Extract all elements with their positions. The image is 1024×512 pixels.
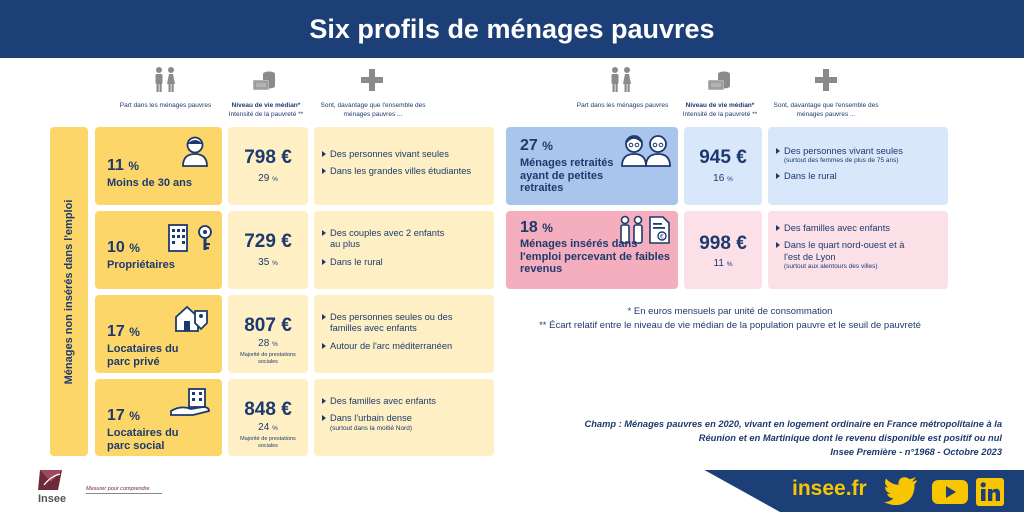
profile-percent-value: 17 bbox=[107, 407, 125, 424]
percent-unit: % bbox=[128, 159, 140, 173]
profile-percent bbox=[107, 157, 139, 175]
people-icon bbox=[596, 66, 646, 94]
intensity bbox=[228, 257, 308, 268]
intensity-unit: % bbox=[272, 260, 278, 267]
column-header-davantage: Sont, davantage que l'ensemble des ménages pauvres ... bbox=[320, 102, 426, 118]
characteristic-text: Des couples avec 2 enfants au plus bbox=[330, 228, 445, 250]
column-header-niveau bbox=[676, 102, 764, 120]
median-income: 729 € bbox=[244, 231, 292, 252]
characteristic-item bbox=[776, 223, 940, 234]
median-income: 807 € bbox=[244, 315, 292, 336]
income-card bbox=[684, 211, 762, 289]
page-title: Six profils de ménages pauvres bbox=[309, 13, 715, 44]
side-label: Ménages non insérés dans l'emploi bbox=[63, 199, 75, 384]
money-icon bbox=[695, 68, 745, 94]
characteristic-text: Des personnes seules ou des familles avec enfants bbox=[330, 312, 453, 334]
profile-percent bbox=[107, 407, 140, 425]
scope-note bbox=[500, 418, 1002, 460]
percent-unit: % bbox=[542, 221, 553, 235]
page-title-bar bbox=[0, 0, 1024, 58]
median-income: 848 € bbox=[244, 399, 292, 420]
median-income: 798 € bbox=[244, 147, 292, 168]
intensity-value: 35 bbox=[258, 257, 270, 268]
characteristic-text: Autour de l'arc méditerranéen bbox=[330, 340, 453, 351]
profile-card bbox=[95, 379, 222, 456]
characteristic-text: Dans l'urbain dense bbox=[330, 413, 412, 424]
insee-slogan: Mesurer pour comprendre bbox=[86, 486, 162, 494]
characteristics-card bbox=[314, 127, 494, 205]
profile-percent-value: 10 bbox=[107, 239, 125, 256]
young-person-icon bbox=[181, 135, 209, 167]
characteristics-card bbox=[768, 211, 948, 289]
percent-unit: % bbox=[542, 139, 553, 153]
profile-percent bbox=[520, 219, 553, 237]
income-card bbox=[228, 127, 308, 205]
intensity bbox=[684, 258, 762, 269]
profile-percent-value: 18 bbox=[520, 219, 538, 236]
column-header-niveau-label: Niveau de vie médian* bbox=[231, 102, 301, 109]
characteristic-text: Des familles avec enfants bbox=[784, 223, 890, 233]
intensity-unit: % bbox=[272, 341, 278, 348]
characteristics-card bbox=[314, 211, 494, 289]
footnotes bbox=[500, 305, 960, 334]
plus-icon bbox=[352, 68, 392, 92]
characteristic-text: Des personnes vivant seules bbox=[330, 149, 449, 159]
intensity-value: 11 bbox=[713, 258, 724, 269]
income-card bbox=[228, 379, 308, 456]
profile-label: Locataires du parc privé bbox=[107, 343, 179, 368]
intensity bbox=[684, 173, 762, 184]
column-header-davantage: Sont, davantage que l'ensemble des ménages pauvres ... bbox=[773, 102, 879, 118]
characteristic-text: Des familles avec enfants bbox=[330, 396, 436, 406]
intensity bbox=[228, 338, 308, 349]
characteristic-text: Dans les grandes villes étudiantes bbox=[330, 166, 472, 177]
profile-percent-value: 11 bbox=[107, 157, 124, 174]
characteristic-item bbox=[322, 312, 472, 335]
median-income: 945 € bbox=[699, 147, 747, 168]
profile-percent-value: 27 bbox=[520, 137, 538, 154]
twitter-icon[interactable] bbox=[884, 477, 918, 510]
median-income: 998 € bbox=[699, 233, 747, 254]
column-header-niveau-sub: Intensité de la pauvreté ** bbox=[682, 110, 758, 118]
intensity bbox=[228, 422, 308, 433]
characteristic-text: Des personnes vivant seules bbox=[784, 146, 903, 156]
column-header-part: Part dans les ménages pauvres bbox=[576, 102, 669, 109]
characteristic-item bbox=[322, 396, 486, 407]
source-line: Insee Première - n°1968 - Octobre 2023 bbox=[830, 446, 1002, 457]
intensity-unit: % bbox=[272, 425, 278, 432]
characteristic-text: Dans le rural bbox=[784, 171, 837, 182]
characteristics-card bbox=[314, 295, 494, 373]
profile-percent bbox=[520, 137, 553, 155]
income-card bbox=[228, 211, 308, 289]
column-header-niveau-sub: Intensité de la pauvreté ** bbox=[228, 110, 304, 118]
website-link[interactable]: insee.fr bbox=[792, 477, 867, 500]
intensity bbox=[228, 173, 308, 184]
profile-card bbox=[95, 127, 222, 205]
intensity-value: 29 bbox=[258, 173, 270, 184]
building-key-icon bbox=[167, 221, 215, 253]
percent-unit: % bbox=[129, 409, 140, 423]
characteristics-card bbox=[314, 379, 494, 456]
youtube-icon[interactable] bbox=[932, 480, 968, 504]
profile-label: Ménages insérés dans l'emploi percevant de faibles revenus bbox=[520, 238, 670, 276]
column-header-niveau bbox=[222, 102, 310, 120]
income-card bbox=[228, 295, 308, 373]
characteristics-card bbox=[768, 127, 948, 205]
characteristic-item bbox=[322, 257, 486, 268]
profile-label: Propriétaires bbox=[107, 259, 175, 271]
profile-percent bbox=[107, 239, 140, 257]
profile-card bbox=[95, 211, 222, 289]
profile-card bbox=[95, 295, 222, 373]
characteristic-subtext: (surtout des femmes de plus de 75 ans) bbox=[784, 157, 899, 165]
characteristic-item bbox=[322, 228, 452, 251]
scope-line-1: Champ : Ménages pauvres en 2020, vivant en logement ordinaire en France métropolitaine à la bbox=[584, 419, 1002, 429]
intensity-value: 28 bbox=[258, 338, 270, 349]
side-label-box bbox=[50, 127, 88, 456]
insee-logo-text: Insee bbox=[38, 493, 67, 505]
characteristic-item bbox=[322, 166, 486, 177]
scope-line-2: Réunion et en Martinique dont le revenu disponible est positif ou nul bbox=[698, 432, 1002, 443]
linkedin-icon[interactable] bbox=[976, 478, 1004, 506]
elderly-couple-icon bbox=[620, 133, 672, 167]
intensity-value: 16 bbox=[713, 173, 725, 184]
column-header-niveau-label: Niveau de vie médian* bbox=[685, 102, 755, 109]
benefits-note: Majorité de prestations sociales bbox=[240, 352, 296, 365]
profile-card bbox=[506, 127, 678, 205]
intensity-unit: % bbox=[727, 176, 733, 183]
characteristic-text: Dans le quart nord-ouest et à l'est de Lyon bbox=[784, 240, 905, 262]
benefits-note: Majorité de prestations sociales bbox=[240, 436, 296, 449]
column-header-part: Part dans les ménages pauvres bbox=[119, 102, 212, 109]
profile-card bbox=[506, 211, 678, 289]
people-icon bbox=[140, 66, 190, 94]
intensity-unit: % bbox=[726, 261, 733, 268]
profile-label: Locataires du parc social bbox=[107, 427, 179, 452]
profile-label: Ménages retraités ayant de petites retraites bbox=[520, 157, 614, 195]
percent-unit: % bbox=[129, 325, 140, 339]
characteristic-item bbox=[322, 149, 486, 160]
characteristic-item bbox=[776, 240, 916, 271]
percent-unit: % bbox=[129, 241, 140, 255]
profile-percent bbox=[107, 323, 140, 341]
social-housing-icon bbox=[169, 387, 213, 417]
intensity-unit: % bbox=[272, 176, 278, 183]
characteristic-item bbox=[322, 341, 486, 352]
intensity-value: 24 bbox=[258, 422, 270, 433]
characteristic-item bbox=[322, 413, 486, 432]
plus-icon bbox=[806, 68, 846, 92]
profile-percent-value: 17 bbox=[107, 323, 125, 340]
svg-text:€: € bbox=[660, 233, 664, 241]
profile-label: Moins de 30 ans bbox=[107, 177, 192, 189]
characteristic-subtext: (surtout dans la moitié Nord) bbox=[330, 424, 413, 432]
footnote-2: ** Écart relatif entre le niveau de vie médian de la population pauvre et le seuil de pauvreté bbox=[539, 320, 921, 332]
characteristic-subtext: (surtout aux alentours des villes) bbox=[784, 262, 878, 270]
money-icon bbox=[240, 68, 290, 94]
house-tag-icon bbox=[173, 303, 211, 333]
characteristic-text: Dans le rural bbox=[330, 256, 383, 267]
income-card bbox=[684, 127, 762, 205]
characteristic-item bbox=[776, 171, 940, 182]
characteristic-item bbox=[776, 146, 940, 165]
footnote-1: * En euros mensuels par unité de consommation bbox=[627, 306, 833, 317]
